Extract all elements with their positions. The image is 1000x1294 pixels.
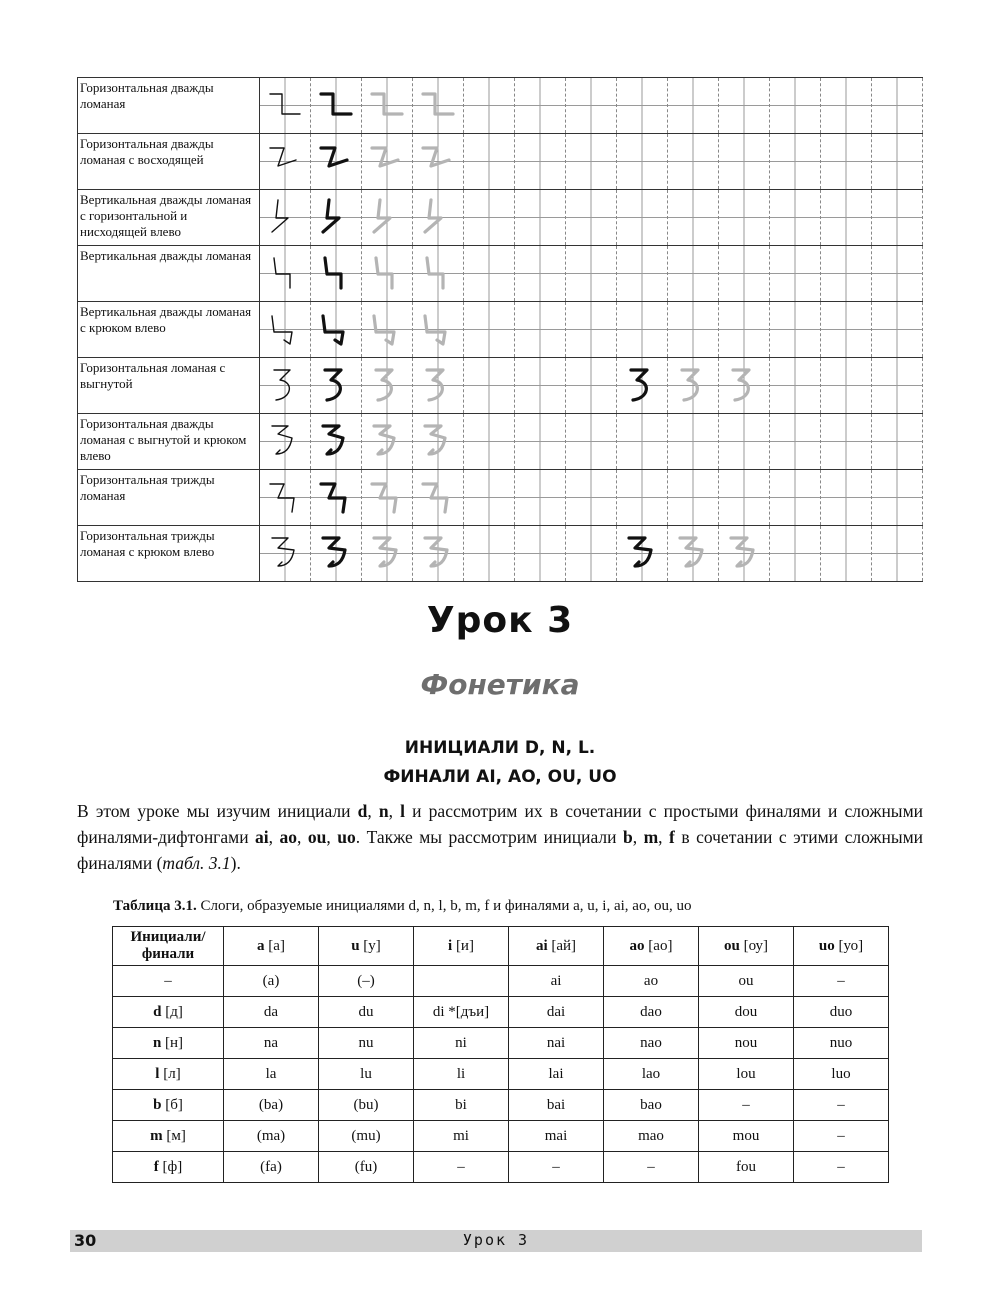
syllable-cell: bai <box>509 1090 604 1121</box>
stroke-name: Горизонтальная дважды ломаная <box>78 78 260 134</box>
practice-cell <box>413 246 464 302</box>
syllable-cell: (fu) <box>319 1152 414 1183</box>
section-title: Фонетика <box>420 668 580 701</box>
stroke-practice-grid <box>77 77 923 559</box>
final-reading: [а] <box>264 937 285 954</box>
initial-reading: [ф] <box>158 1158 183 1175</box>
final-header <box>604 927 699 966</box>
practice-cell <box>260 526 311 582</box>
stroke-row <box>78 78 923 134</box>
syllable-cell <box>414 966 509 997</box>
initial-header <box>113 1090 224 1121</box>
final-reading: [ао] <box>644 937 673 954</box>
practice-cell <box>260 470 311 526</box>
intro-bold: m <box>643 827 659 847</box>
practice-cell <box>515 470 566 526</box>
practice-cell <box>617 78 668 134</box>
initial-reading: – <box>164 972 172 989</box>
practice-cell <box>770 470 821 526</box>
table-corner-header <box>113 927 224 966</box>
intro-bold: f <box>669 827 675 847</box>
syllable-cell: mao <box>604 1121 699 1152</box>
practice-cell <box>770 78 821 134</box>
syllable-cell: – <box>414 1152 509 1183</box>
practice-cell <box>872 302 923 358</box>
syllable-cell: mi <box>414 1121 509 1152</box>
initial-header <box>113 1059 224 1090</box>
stroke-row <box>78 246 923 302</box>
practice-cell <box>566 190 617 246</box>
page-number: 30 <box>74 1231 97 1250</box>
stroke-row <box>78 190 923 246</box>
initial-letter: b <box>153 1096 162 1113</box>
practice-cell <box>617 190 668 246</box>
practice-cell <box>566 526 617 582</box>
initial-reading: [м] <box>162 1127 186 1144</box>
practice-cell <box>566 302 617 358</box>
table-header-row <box>113 927 889 966</box>
stroke-practice-table <box>77 77 923 582</box>
intro-text: , <box>268 827 280 847</box>
practice-cell <box>821 78 872 134</box>
syllable-cell: (bu) <box>319 1090 414 1121</box>
practice-cell <box>260 302 311 358</box>
final-header <box>224 927 319 966</box>
practice-cell <box>413 78 464 134</box>
practice-cell <box>617 246 668 302</box>
stroke-name: Вертикальная дважды ломаная с крюком влево <box>78 302 260 358</box>
final-header <box>509 927 604 966</box>
intro-bold: ou <box>307 827 327 847</box>
practice-cell <box>311 190 362 246</box>
initial-reading: [н] <box>161 1034 184 1051</box>
syllable-cell: duo <box>794 997 889 1028</box>
practice-cell <box>260 134 311 190</box>
stroke-row <box>78 302 923 358</box>
final-header <box>319 927 414 966</box>
practice-cell <box>515 302 566 358</box>
practice-cell <box>566 78 617 134</box>
syllable-cell: di *[дъи] <box>414 997 509 1028</box>
practice-cell <box>719 78 770 134</box>
practice-cell <box>668 526 719 582</box>
practice-cell <box>770 190 821 246</box>
practice-cell <box>719 190 770 246</box>
practice-cell <box>770 526 821 582</box>
initial-letter: l <box>155 1065 160 1082</box>
initial-letter: m <box>150 1127 163 1144</box>
practice-cell <box>617 526 668 582</box>
practice-cell <box>566 246 617 302</box>
practice-cell <box>464 246 515 302</box>
intro-text: , <box>367 801 379 821</box>
practice-cell <box>821 526 872 582</box>
practice-cell <box>821 246 872 302</box>
stroke-name: Горизонтальная трижды ломаная с крюком влево <box>78 526 260 582</box>
practice-cell <box>515 190 566 246</box>
topic-heading-finals: ФИНАЛИ AI, AO, OU, UO <box>383 767 617 787</box>
practice-cell <box>566 470 617 526</box>
table-row <box>113 997 889 1028</box>
practice-cell <box>719 246 770 302</box>
intro-text: . Также мы рассмотрим инициали <box>355 827 623 847</box>
syllable-cell: – <box>509 1152 604 1183</box>
practice-cell <box>719 358 770 414</box>
practice-cell <box>770 246 821 302</box>
stroke-name: Горизонтальная дважды ломаная с восходящей <box>78 134 260 190</box>
practice-cell <box>719 414 770 470</box>
syllable-cell: nou <box>699 1028 794 1059</box>
practice-cell <box>413 358 464 414</box>
table-caption-label: Таблица 3.1. <box>113 898 197 914</box>
practice-cell <box>311 246 362 302</box>
syllable-cell: lu <box>319 1059 414 1090</box>
syllable-cell: ou <box>699 966 794 997</box>
practice-cell <box>515 358 566 414</box>
intro-text: ). <box>230 853 241 873</box>
intro-bold: n <box>378 801 389 821</box>
final-letter: u <box>351 937 360 954</box>
practice-cell <box>872 358 923 414</box>
syllable-cell: ni <box>414 1028 509 1059</box>
syllable-cell: (ma) <box>224 1121 319 1152</box>
practice-cell <box>311 526 362 582</box>
practice-cell <box>617 414 668 470</box>
practice-cell <box>770 414 821 470</box>
syllable-cell: – <box>794 1090 889 1121</box>
practice-cell <box>464 526 515 582</box>
table-row <box>113 1028 889 1059</box>
practice-cell <box>668 302 719 358</box>
intro-text: , <box>632 827 644 847</box>
practice-cell <box>311 414 362 470</box>
corner-line: Инициали/ <box>130 929 206 945</box>
intro-bold: ao <box>279 827 298 847</box>
practice-cell <box>311 358 362 414</box>
practice-cell <box>872 134 923 190</box>
practice-cell <box>872 246 923 302</box>
running-head: Урок 3 <box>462 1231 530 1249</box>
practice-cell <box>362 526 413 582</box>
practice-cell <box>719 302 770 358</box>
practice-cell <box>464 414 515 470</box>
final-header <box>414 927 509 966</box>
practice-cell <box>260 190 311 246</box>
stroke-row <box>78 134 923 190</box>
syllable-cell: ai <box>509 966 604 997</box>
syllable-cell: lao <box>604 1059 699 1090</box>
practice-cell <box>821 190 872 246</box>
practice-cell <box>719 526 770 582</box>
initial-header <box>113 997 224 1028</box>
stroke-name: Горизонтальная ломаная с выгнутой <box>78 358 260 414</box>
syllable-cell: fou <box>699 1152 794 1183</box>
intro-text: В этом уроке мы изучим инициали <box>77 801 358 821</box>
practice-cell <box>566 134 617 190</box>
practice-cell <box>821 358 872 414</box>
final-reading: [оу] <box>739 937 768 954</box>
practice-cell <box>515 414 566 470</box>
topic-heading-initials: ИНИЦИАЛИ D, N, L. <box>404 738 596 758</box>
syllable-cell: dou <box>699 997 794 1028</box>
intro-bold: b <box>623 827 633 847</box>
syllable-cell: – <box>604 1152 699 1183</box>
final-letter: uo <box>818 937 835 954</box>
practice-cell <box>719 470 770 526</box>
syllable-cell: – <box>699 1090 794 1121</box>
syllable-cell: dao <box>604 997 699 1028</box>
practice-cell <box>311 302 362 358</box>
table-row <box>113 1059 889 1090</box>
syllable-cell: da <box>224 997 319 1028</box>
practice-cell <box>668 246 719 302</box>
syllable-cell: (fa) <box>224 1152 319 1183</box>
practice-cell <box>362 302 413 358</box>
syllable-cell: nai <box>509 1028 604 1059</box>
initial-header <box>113 966 224 997</box>
practice-cell <box>413 302 464 358</box>
intro-text: и рассмотрим их в сочетании с простыми финалями и сложными финалями-дифтонгами <box>77 801 924 847</box>
intro-text: в сочетании с этими сложными финалями ( <box>77 827 924 873</box>
practice-cell <box>872 78 923 134</box>
syllable-cell: mai <box>509 1121 604 1152</box>
practice-cell <box>668 78 719 134</box>
practice-cell <box>872 526 923 582</box>
final-letter: a <box>257 937 265 954</box>
practice-cell <box>464 190 515 246</box>
initial-header <box>113 1121 224 1152</box>
practice-cell <box>668 470 719 526</box>
practice-cell <box>362 78 413 134</box>
syllable-cell: – <box>794 1152 889 1183</box>
syllable-cell: (–) <box>319 966 414 997</box>
practice-cell <box>311 470 362 526</box>
practice-cell <box>668 414 719 470</box>
practice-cell <box>311 134 362 190</box>
practice-cell <box>872 190 923 246</box>
practice-cell <box>821 414 872 470</box>
stroke-row <box>78 526 923 582</box>
syllable-cell: lou <box>699 1059 794 1090</box>
syllable-cell: luo <box>794 1059 889 1090</box>
stroke-name: Горизонтальная трижды ломаная <box>78 470 260 526</box>
practice-cell <box>362 358 413 414</box>
practice-cell <box>515 246 566 302</box>
table-caption <box>113 898 691 915</box>
syllable-cell: lai <box>509 1059 604 1090</box>
practice-cell <box>617 302 668 358</box>
stroke-row <box>78 358 923 414</box>
stroke-name: Вертикальная дважды ломаная с горизонтальной и нисходящей влево <box>78 190 260 246</box>
syllable-cell: nuo <box>794 1028 889 1059</box>
initial-header <box>113 1028 224 1059</box>
practice-cell <box>311 78 362 134</box>
practice-cell <box>260 246 311 302</box>
syllable-cell: na <box>224 1028 319 1059</box>
syllable-cell: la <box>224 1059 319 1090</box>
practice-cell <box>668 358 719 414</box>
initial-header <box>113 1152 224 1183</box>
syllable-cell: dai <box>509 997 604 1028</box>
practice-cell <box>464 134 515 190</box>
syllable-cell: nao <box>604 1028 699 1059</box>
final-header <box>794 927 889 966</box>
intro-text: , <box>326 827 338 847</box>
practice-cell <box>821 302 872 358</box>
table-caption-text: Слоги, образуемые инициалями d, n, l, b, m, f и финалями a, u, i, ai, ao, ou, uo <box>196 898 692 914</box>
practice-cell <box>872 470 923 526</box>
footer-bar <box>70 1230 922 1252</box>
practice-cell <box>362 470 413 526</box>
intro-bold: l <box>400 801 406 821</box>
practice-cell <box>362 246 413 302</box>
practice-cell <box>413 414 464 470</box>
practice-cell <box>362 134 413 190</box>
corner-line: финали <box>141 946 195 962</box>
syllable-cell: – <box>794 1121 889 1152</box>
final-reading: [ай] <box>547 937 577 954</box>
final-letter: ao <box>629 937 645 954</box>
practice-cell <box>515 526 566 582</box>
final-reading: [у] <box>359 937 381 954</box>
practice-cell <box>770 134 821 190</box>
syllable-cell: (a) <box>224 966 319 997</box>
practice-cell <box>872 414 923 470</box>
syllable-cell: nu <box>319 1028 414 1059</box>
practice-cell <box>719 134 770 190</box>
practice-cell <box>260 414 311 470</box>
practice-cell <box>821 470 872 526</box>
syllable-cell: li <box>414 1059 509 1090</box>
practice-cell <box>260 358 311 414</box>
initial-letter: d <box>153 1003 162 1020</box>
table-row <box>113 1090 889 1121</box>
practice-cell <box>617 358 668 414</box>
lesson-title: Урок 3 <box>426 600 574 641</box>
practice-cell <box>362 414 413 470</box>
syllable-cell: du <box>319 997 414 1028</box>
final-header <box>699 927 794 966</box>
stroke-name: Вертикальная дважды ломаная <box>78 246 260 302</box>
intro-paragraph <box>77 798 923 876</box>
final-letter: i <box>448 937 453 954</box>
intro-bold: uo <box>337 827 356 847</box>
initial-reading: [л] <box>159 1065 181 1082</box>
table-row <box>113 966 889 997</box>
practice-cell <box>464 302 515 358</box>
syllable-cell: – <box>794 966 889 997</box>
stroke-row <box>78 414 923 470</box>
table-reference: табл. 3.1 <box>162 853 231 873</box>
syllable-cell: bi <box>414 1090 509 1121</box>
practice-cell <box>668 134 719 190</box>
final-letter: ou <box>723 937 740 954</box>
practice-cell <box>770 302 821 358</box>
practice-cell <box>566 414 617 470</box>
practice-cell <box>413 190 464 246</box>
practice-cell <box>464 358 515 414</box>
final-letter: ai <box>535 937 548 954</box>
initial-letter: f <box>153 1158 159 1175</box>
practice-cell <box>413 470 464 526</box>
intro-text: , <box>297 827 308 847</box>
stroke-name: Горизонтальная дважды ломаная с выгнутой и крюком влево <box>78 414 260 470</box>
initial-reading: [б] <box>161 1096 183 1113</box>
practice-cell <box>362 190 413 246</box>
final-reading: [уо] <box>834 937 864 954</box>
practice-cell <box>464 470 515 526</box>
syllable-cell: ao <box>604 966 699 997</box>
syllable-table <box>112 926 889 1183</box>
practice-cell <box>668 190 719 246</box>
stroke-row <box>78 470 923 526</box>
intro-text: , <box>658 827 670 847</box>
practice-cell <box>413 526 464 582</box>
practice-cell <box>260 78 311 134</box>
practice-cell <box>617 134 668 190</box>
practice-cell <box>566 358 617 414</box>
syllable-cell: bao <box>604 1090 699 1121</box>
final-reading: [и] <box>452 937 474 954</box>
practice-cell <box>515 78 566 134</box>
intro-text: , <box>388 801 401 821</box>
practice-cell <box>464 78 515 134</box>
syllable-cell: (ba) <box>224 1090 319 1121</box>
practice-cell <box>617 470 668 526</box>
practice-cell <box>821 134 872 190</box>
intro-bold: d <box>357 801 368 821</box>
syllable-cell: (mu) <box>319 1121 414 1152</box>
table-row <box>113 1121 889 1152</box>
initial-letter: n <box>152 1034 162 1051</box>
practice-cell <box>413 134 464 190</box>
practice-cell <box>770 358 821 414</box>
table-row <box>113 1152 889 1183</box>
syllable-cell: mou <box>699 1121 794 1152</box>
practice-cell <box>515 134 566 190</box>
initial-reading: [д] <box>161 1003 183 1020</box>
intro-bold: ai <box>255 827 269 847</box>
